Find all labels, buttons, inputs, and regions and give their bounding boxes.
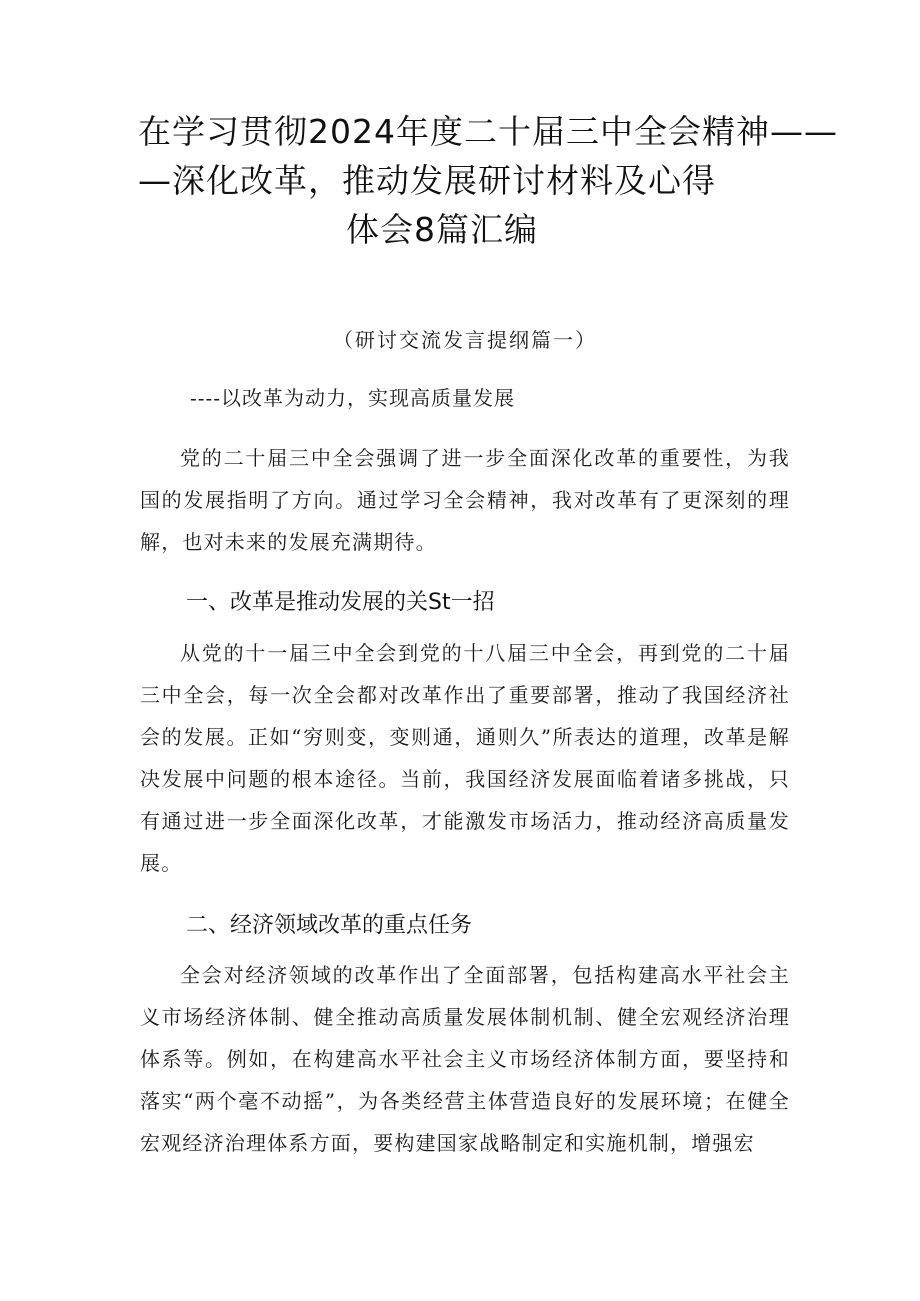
title-line-2: —深化改革，推动发展研讨材料及心得: [138, 161, 716, 200]
section-1-paragraph: 从党的十一届三中全会到党的十八届三中全会，再到党的二十届三中全会，每一次全会都对改革作出了重要部署，推动了我国经济社会的发展。正如“穷则变，变则通，通则久”所表达的道理，改革是解决发展中问题的根本途径。当前，我国经济发展面临着诸多挑战，只有通过进一步全面深化改革，才能激发市场活力，推动经济高质量发展。: [140, 641, 790, 875]
title-line-1: 在学习贯彻2024年度二十届三中全会精神——: [138, 112, 838, 151]
intro-paragraph: 党的二十届三中全会强调了进一步全面深化改革的重要性，为我国的发展指明了方向。通过学习全会精神，我对改革有了更深刻的理解，也对未来的发展充满期待。: [140, 446, 790, 554]
title-line-3: 体会8篇汇编: [346, 210, 538, 249]
section-heading-1: 一、改革是推动发展的关St一招: [186, 590, 495, 615]
section-subtitle: （研讨交流发言提纲篇一）: [333, 328, 597, 352]
theme-line: ----以改革为动力，实现高质量发展: [190, 386, 516, 410]
section-heading-2: 二、经济领域改革的重点任务: [186, 913, 473, 938]
section-2-paragraph: 全会对经济领域的改革作出了全面部署，包括构建高水平社会主义市场经济体制、健全推动高质量发展体制机制、健全宏观经济治理体系等。例如，在构建高水平社会主义市场经济体制方面，要坚持和落实“两个毫不动摇”，为各类经营主体营造良好的发展环境；在健全宏观经济治理体系方面，要构建国家战略制定和实施机制，增强宏: [140, 963, 790, 1155]
